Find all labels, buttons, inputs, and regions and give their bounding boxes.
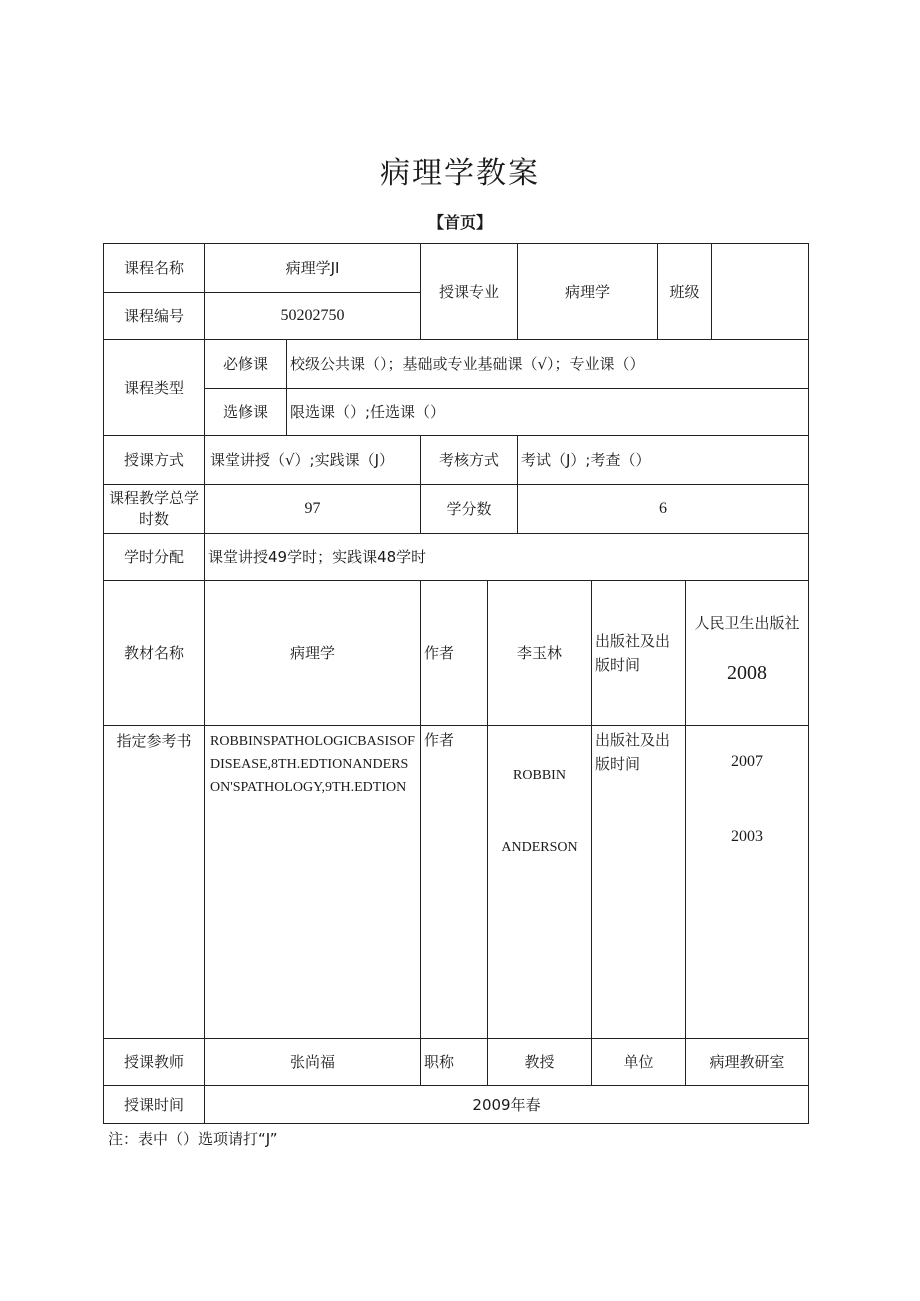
label-required: 必修课 — [204, 339, 287, 389]
label-textbook-publisher: 出版社及出版时间 — [591, 580, 686, 726]
reference-year-1: 2007 — [731, 753, 763, 770]
value-elective: 限选课（）;任选课（） — [286, 388, 809, 436]
footnote: 注：表中（）选项请打“J” — [108, 1130, 278, 1148]
label-course-type: 课程类型 — [103, 339, 205, 436]
label-course-name: 课程名称 — [103, 243, 205, 293]
label-textbook: 教材名称 — [103, 580, 205, 726]
label-teaching-mode: 授课方式 — [103, 435, 205, 485]
label-textbook-author: 作者 — [420, 580, 488, 726]
value-hour-distribution: 课堂讲授49学时；实践课48学时 — [204, 533, 809, 581]
label-total-hours: 课程教学总学时数 — [103, 484, 205, 534]
page-subtitle: 【首页】 — [427, 213, 492, 232]
value-course-name: 病理学JI — [204, 243, 421, 293]
reference-author-1: ROBBIN — [513, 768, 566, 783]
label-credits: 学分数 — [420, 484, 518, 534]
label-major: 授课专业 — [420, 243, 518, 340]
value-reference-publisher-cell — [685, 725, 809, 1039]
label-reference-author: 作者 — [420, 725, 488, 1039]
value-unit: 病理教研室 — [685, 1038, 809, 1086]
value-textbook-publisher-cell — [685, 580, 809, 726]
value-major: 病理学 — [517, 243, 658, 340]
label-class: 班级 — [657, 243, 712, 340]
value-assessment: 考试（J）;考查（） — [517, 435, 809, 485]
label-reference: 指定参考书 — [103, 725, 205, 1039]
label-hour-distribution: 学时分配 — [103, 533, 205, 581]
label-reference-publisher: 出版社及出版时间 — [591, 725, 686, 1039]
value-credits: 6 — [517, 484, 809, 534]
value-total-hours: 97 — [204, 484, 421, 534]
label-teaching-time: 授课时间 — [103, 1085, 205, 1124]
value-required: 校级公共课（）；基础或专业基础课（√）；专业课（） — [286, 339, 809, 389]
label-elective: 选修课 — [204, 388, 287, 436]
label-teacher: 授课教师 — [103, 1038, 205, 1086]
textbook-publisher-year: 2008 — [727, 662, 767, 684]
textbook-publisher-name: 人民卫生出版社 — [694, 614, 800, 632]
label-assessment: 考核方式 — [420, 435, 518, 485]
value-textbook: 病理学 — [204, 580, 421, 726]
value-textbook-author: 李玉林 — [487, 580, 592, 726]
label-unit: 单位 — [591, 1038, 686, 1086]
value-teacher: 张尚福 — [204, 1038, 421, 1086]
page-title: 病理学教案 — [380, 156, 540, 191]
value-reference: ROBBINSPATHOLOGICBASISOFDISEASE,8TH.EDTIONANDERSON'SPATHOLOGY,9TH.EDTION — [204, 725, 421, 1039]
label-teacher-title: 职称 — [420, 1038, 488, 1086]
value-reference-author-cell — [487, 725, 592, 1039]
value-teaching-time: 2009年春 — [204, 1085, 809, 1124]
value-course-code: 50202750 — [204, 292, 421, 340]
reference-author-2: ANDERSON — [501, 840, 578, 855]
value-teacher-title: 教授 — [487, 1038, 592, 1086]
value-teaching-mode: 课堂讲授（√）;实践课（J） — [204, 435, 421, 485]
value-class — [711, 243, 809, 340]
reference-year-2: 2003 — [731, 828, 763, 845]
label-course-code: 课程编号 — [103, 292, 205, 340]
